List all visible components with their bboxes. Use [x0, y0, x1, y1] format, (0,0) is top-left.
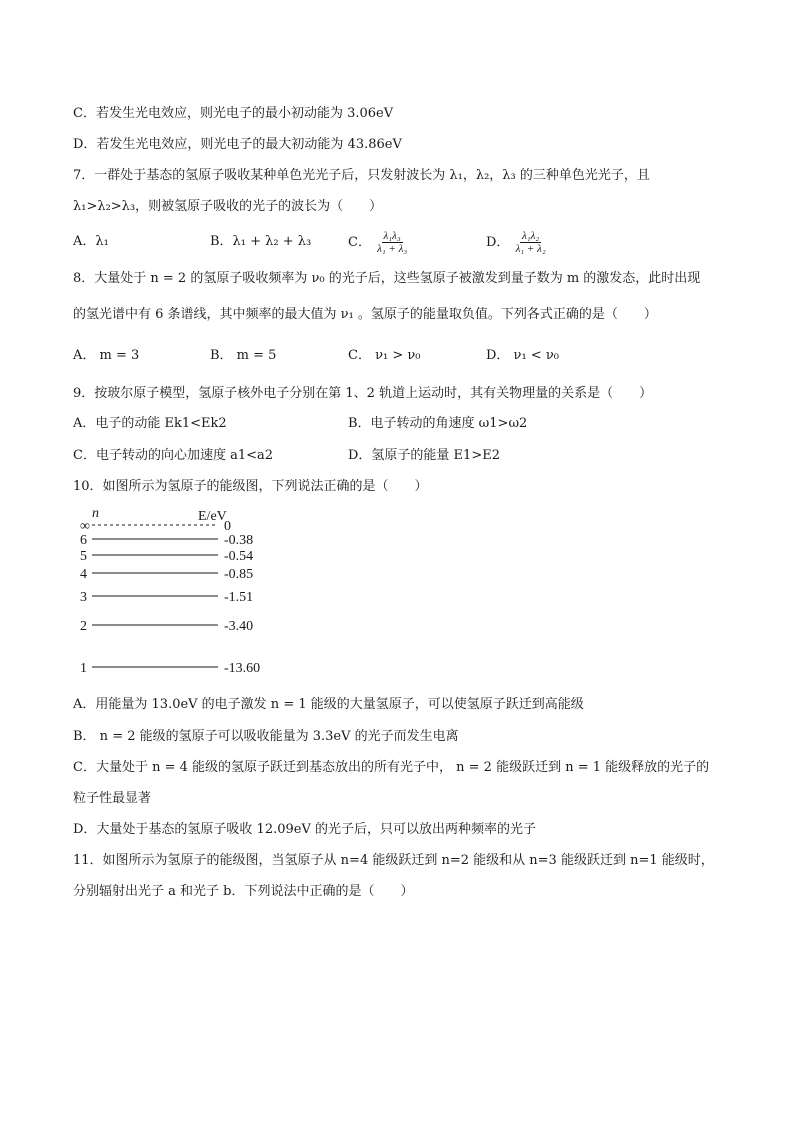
q7-option-d-numerator: λ₁λ₂	[522, 230, 540, 242]
q11-stem-line1: 11．如图所示为氢原子的能级图，当氢原子从 n=4 能级跃迁到 n=2 能级和从 n=3 能级跃迁到 n=1 能级时，	[73, 853, 714, 868]
level-n-label: 5	[80, 549, 87, 564]
q8-option-b: B． m = 5	[210, 348, 277, 363]
level-energy-value: -3.40	[224, 619, 254, 634]
q10-option-d: D．大量处于基态的氢原子吸收 12.09eV 的光子后，只可以放出两种频率的光子	[73, 822, 536, 837]
q6-option-c: C．若发生光电效应，则光电子的最小初动能为 3.06eV	[73, 106, 394, 121]
q9-option-a: A．电子的动能 Ek1<Ek2	[73, 416, 227, 431]
q7-option-c	[348, 230, 409, 255]
q11-stem-line2: 分别辐射出光子 a 和光子 b．下列说法中正确的是（ ）	[73, 884, 414, 899]
q9-stem: 9．按玻尔原子模型，氢原子核外电子分别在第 1、2 轨道上运动时，其有关物理量的关系是（ ）	[73, 386, 653, 401]
q9-option-b: B．电子转动的角速度 ω1>ω2	[348, 416, 528, 431]
q9-option-d: D．氢原子的能量 E1>E2	[348, 448, 500, 463]
q7-stem-line1: 7．一群处于基态的氢原子吸收某种单色光光子后，只发射波长为 λ₁，λ₂，λ₃ 的三种单色光光子，且	[73, 168, 650, 183]
q7-option-c-label: C．	[348, 235, 371, 250]
q10-option-c-line1: C．大量处于 n = 4 能级的氢原子跃迁到基态放出的所有光子中， n = 2 能级跃迁到 n = 1 能级释放的光子的	[73, 760, 710, 775]
q7-option-d-denominator: λ₁ + λ₂	[515, 243, 546, 255]
diagram-n-label: n	[92, 506, 99, 521]
q7-option-d-label: D．	[486, 235, 510, 250]
level-energy-value: -13.60	[224, 661, 261, 676]
q8-stem-line2: 的氢光谱中有 6 条谱线，其中频率的最大值为 ν₁ 。氢原子的能量取负值。下列各式正确的是（ ）	[73, 307, 657, 322]
q7-option-d-fraction	[514, 230, 548, 255]
q8-option-d: D． ν₁ < ν₀	[486, 348, 559, 363]
level-energy-value: -1.51	[224, 590, 254, 605]
q8-stem-line1: 8．大量处于 n = 2 的氢原子吸收频率为 ν₀ 的光子后，这些氢原子被激发到量子数为 m 的激发态，此时出现	[73, 271, 701, 286]
q6-option-d: D．若发生光电效应，则光电子的最大初动能为 43.86eV	[73, 137, 402, 152]
q7-option-c-numerator: λ₁λ₃	[383, 230, 401, 242]
q10-option-c-line2: 粒子性最显著	[73, 791, 152, 806]
level-n-label: 2	[80, 619, 87, 634]
level-n-label: 4	[80, 567, 87, 582]
q10-option-b: B． n = 2 能级的氢原子可以吸收能量为 3.3eV 的光子而发生电离	[73, 729, 459, 744]
level-energy-value: -0.38	[224, 533, 254, 548]
q7-option-b: B．λ₁ + λ₂ + λ₃	[210, 234, 312, 249]
level-energy-value: -0.54	[224, 549, 254, 564]
level-energy-value: 0	[224, 519, 231, 534]
q8-option-a: A． m = 3	[73, 348, 140, 363]
energy-levels	[80, 519, 260, 676]
level-n-label: 6	[80, 533, 87, 548]
level-n-label: 1	[80, 661, 87, 676]
diagram-energy-label: E/eV	[198, 509, 227, 524]
q7-option-a: A．λ₁	[73, 234, 109, 249]
energy-level-diagram	[76, 505, 296, 680]
q10-option-a: A．用能量为 13.0eV 的电子激发 n = 1 能级的大量氢原子，可以使氢原子跃迁到高能级	[73, 697, 584, 712]
level-n-label: ∞	[80, 519, 90, 534]
level-energy-value: -0.85	[224, 567, 254, 582]
q7-option-c-denominator: λ₁ + λ₃	[377, 243, 408, 255]
level-n-label: 3	[80, 590, 87, 605]
q10-stem: 10．如图所示为氢原子的能级图，下列说法正确的是（ ）	[73, 479, 428, 494]
q7-option-c-fraction	[375, 230, 409, 255]
q8-option-c: C． ν₁ > ν₀	[348, 348, 421, 363]
q9-option-c: C．电子转动的向心加速度 a1<a2	[73, 448, 274, 463]
q7-stem-line2: λ₁>λ₂>λ₃，则被氢原子吸收的光子的波长为（ ）	[73, 199, 383, 214]
q7-option-d	[486, 230, 548, 255]
